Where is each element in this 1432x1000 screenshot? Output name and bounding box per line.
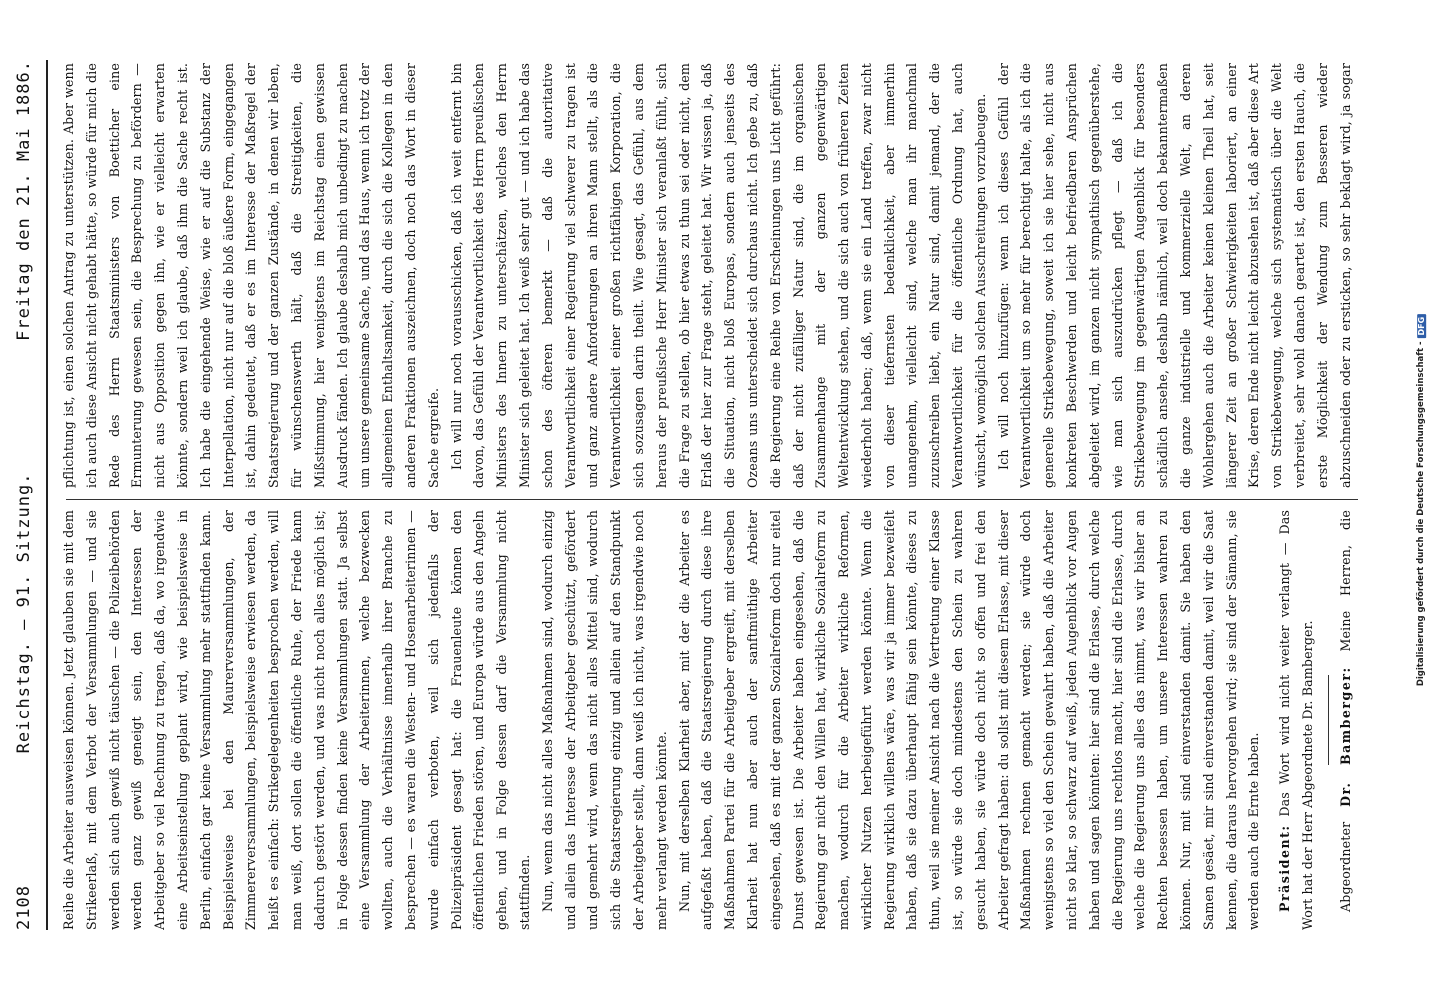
- president-remark: [1274, 510, 1320, 930]
- page-header: [14, 60, 42, 930]
- left-paragraph-3: Nun, mit derselben Klarheit aber, mit der die Arbeiter es aufgefaßt haben, daß die Staatsregierung durch diese ihre Maßnahmen Partei für die Arbeitgeber ergreift, mit derselben Klarheit hat nun aber auch der sanftmüthige Arbeiter eingesehen, daß es mit der ganzen Sozialreform doch nur eitel Dunst gewesen ist. Die Arbeiter haben eingesehen, daß die Regierung gar nicht den Willen hat, wirkliche Sozialreform zu machen, wodurch für die Arbeiter wirkliche Reformen, wirklicher Nutzen herbeigeführt werden könnte. Wenn die Regierung wirklich willens wäre, was wir ja immer bezweifelt haben, daß sie dazu überhaupt fähig sein könnte, dieses zu thun, weil sie meiner Ansicht nach die Vertretung einer Klasse ist, so würde sie doch mindestens den Schein zu wahren gesucht haben, sie würde doch nicht so offen und frei den Arbeiter gefragt haben: du sollst mit diesem Erlasse, mit dieser Maßnahmen rechnen gemacht werden; sie würde doch wenigstens so viel den Schein gewahrt haben, daß die Arbeiter nicht so klar, so schwarz auf weiß, jeden Augenblick vor Augen haben und sagen könnten: hier sind die Erlasse, durch welche die Regierung uns rechtlos macht, hier sind die Erlasse, durch welche die Regierung uns alles das nimmt, was wir bisher an Rechten besessen haben, um unsere Interessen wahren zu können. Nur, mit sind einverstanden damit. Sie haben den Samen gesäet, mir sind einverstanden damit, weil wir die Saat kennen, die daraus hervorgehen wird; sie sind der Sämann, sie werden auch die Ernte haben.: [676, 510, 1262, 930]
- right-paragraph-1: pflichtung ist, einen solchen Antrag zu unterstützen. Aber wenn ich auch diese Ansicht nicht gehabt hätte, so würde für mich die Rede des Herrn Staatsministers von Boetticher eine Ermunterung gewesen sein, die Besprechung zu befördern — nicht aus Opposition gegen ihn, wie er vielleicht erwarten könnte, sondern weil ich glaube, daß ihm die Sache recht ist. Ich habe die eingehende Weise, wie er auf die Substanz der Interpellation, nicht nur auf die bloß äußere Form, eingegangen ist, dahin gedeutet, daß er es im Interesse der Maßregel der Staatsregierung und der ganzen Zustände, in denen wir leben, für wünschenswerth hält, daß die Streitigkeiten, die Mißstimmung, hier wenigstens im Reichstag einen gewissen Ausdruck fänden. Ich glaube deshalb mich unbedingt zu machen um unsere gemeinsame Sache, und das Haus, wenn ich trotz der allgemeinen Enthaltsamkeit, durch die sich die Kollegen in den anderen Fraktionen auszeichnen, doch noch das Wort in dieser Sache ergreife.: [61, 63, 441, 488]
- dfg-logo: DFG: [1417, 314, 1426, 339]
- funding-notice: Digitalisierung gefördert durch die Deutsche Forschungsgemeinschaft -: [1416, 341, 1427, 687]
- bamberger-speech-text: Meine Herren, die: [1337, 510, 1353, 652]
- left-paragraph-1: Reihe die Arbeiter ausweisen können. Jetzt glauben sie mit dem Strikeerlaß, mit dem Verbot der Versammlungen — und sie werden sich auch gewiß nicht täuschen — die Polizeibehörden werden ganz gewiß geneigt sein, den Interessen der Arbeitgeber so viel Rechnung zu tragen, daß da, wo irgendwie eine Arbeitseinstellung geplant wird, wie beispielsweise in Berlin, einfach gar keine Versammlung mehr stattfinden kann. Beispielsweise bei den Maurerversammlungen, der Zimmererversammlungen, beispielsweise erwiesen werden, da heißt es einfach: Strikegelegenheiten besprochen werden, will man weiß, dort sollen die öffentliche Ruhe, der Friede kann dadurch gestört werden, und was nicht noch alles möglich ist; in Folge dessen finden keine Versammlungen statt. Ja selbst eine Versammlung der Arbeiterinnen, welche bezwecken wollten, auch die Verhältnisse innerhalb ihrer Branche zu besprechen — es waren die Westen- und Hosenarbeiterinnen — wurde einfach verboten, weil sich jedenfalls der Polizeipräsident gesagt hat: die Frauenleute können den öffentlichen Frieden stören, und Europa würde aus den Angeln gehen, und in Folge dessen darf die Versammlung nicht stattfinden.: [61, 510, 532, 930]
- speech-lead: Abgeordneter: [1337, 806, 1353, 912]
- page-number: 2108: [14, 885, 34, 930]
- bamberger-speech: [1335, 510, 1358, 930]
- left-column: [58, 510, 1358, 930]
- right-paragraph-2: Ich will nur noch vorausschicken, daß ich weit entfernt bin davon, das Gefühl der Verantwortlichkeit des Herrn preußischen Ministers des Innern zu unterschätzen, welches den Herrn Minister sich geleitet hat. Ich weiß sehr gut — und ich habe das schon des öfteren bemerkt — daß die autoritative Verantwortlichkeit einer Regierung viel schwerer zu tragen ist und ganz andere Anforderungen an ihren Mann stellt, als die Verantwortlichkeit einer großen richtfähigen Korporation, die sich sozusagen darin theilt. Wie gesagt, das Gefühl, aus dem heraus der preußische Herr Minister sich veranlaßt fühlt, sich die Frage zu stellen, ob hier etwas zu thun sei oder nicht, dem Erlaß der hier zur Frage steht, geleitet hat. Wir wissen ja, daß die Situation, nicht bloß Europas, sondern auch jenseits des Ozeans uns unterscheidet sich durchaus nicht. Ich gebe zu, daß die Regierung eine Reihe von Erscheinungen uns Licht geführt: daß der nicht zufälliger Natur sind, die im organischen Zusammenhange mit der ganzen gegenwärtigen Weltentwicklung stehen, und die sich auch von früheren Zeiten wiederholt haben; daß, wenn sie ein Land treffen, zwar nicht von dieser tiefernsten bedenklichkeit, aber immerhin unangenehm, vielleicht sind, welche man ihr manchmal zuzuschreiben liebt, ein Natur sind, damit jemand, der die Verantwortlichkeit für die öffentliche Ordnung hat, auch wünscht, womöglich solchen Ausschreitungen vorzubeugen.: [448, 63, 988, 488]
- speaker-bamberger: Dr. Bamberger:: [1337, 666, 1353, 807]
- speaker-president: Präsident:: [1277, 824, 1293, 912]
- digitization-sidebar: [1410, 0, 1432, 1000]
- session-date: Freitag den 21. Mai 1886.: [14, 60, 34, 341]
- column-separator: [66, 499, 1358, 500]
- speech-divider: [1328, 675, 1329, 765]
- left-paragraph-2: Nun, wenn das nicht alles Maßnahmen sind, wodurch einzig und allein das Interesse der Arbeitgeber geschützt, gefördert und gemehrt wird, wenn das nicht alles Mittel sind, wodurch sich die Staatsregierung einzig und allein auf den Standpunkt der Arbeitgeber stellt, dann weiß ich nicht, was irgendwie noch mehr verlangt werden könnte.: [539, 510, 669, 930]
- right-paragraph-3: Ich will noch hinzufügen: wenn ich dieses Gefühl der Verantwortlichkeit um so mehr für berechtigt halte, als ich die generelle Strikebewegung, soweit ich sie hier sehe, nicht aus konkreten Beschwerden und leicht befriedbaren Ansprüchen abgeleitet wird, im ganzen nicht sympathisch gegenüberstehe, wie man sich auszudrücken pflegt — daß ich die Strikebewegung im gegenwärtigen Augenblick für besonders schädlich ansehe, deshalb nämlich, weil doch bekanntermaßen die ganze industrielle und kommerzielle Welt, an deren Wohlergehen auch die Arbeiter keinen kleinen Theil hat, seit längerer Zeit an großer Schwierigkeiten laboriert, an einer Krise, deren Ende nicht leicht abzusehen ist, daß aber diese Art von Strikebewegung, welche sich systematisch über die Welt verbreitet, sehr wohl danach geartet ist, den ersten Hauch, die erste Möglichkeit der Wendung zum Besseren wieder abzuschneiden oder zu ersticken, so sehr beklagt wird, ja sogar: [995, 63, 1353, 488]
- president-remark-text: Das Wort wird nicht weiter verlangt — Das Wort hat der Herr Abgeordnete Dr. Bamberger.: [1277, 510, 1316, 930]
- session-title: Reichstag. — 91. Sitzung.: [14, 472, 34, 754]
- header-rule: [46, 60, 48, 930]
- right-column: [58, 63, 1358, 488]
